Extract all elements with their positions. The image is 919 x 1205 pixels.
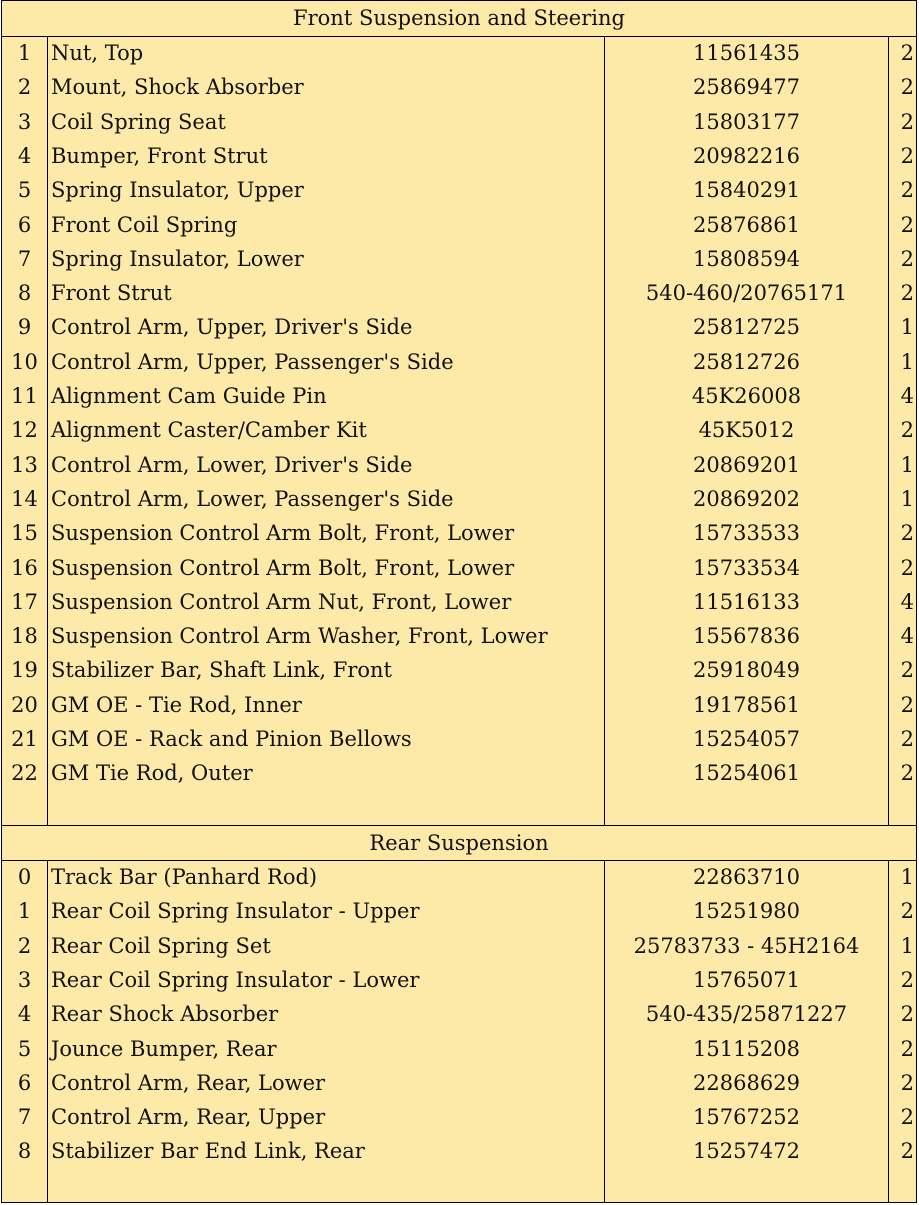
part-number: 15257472	[693, 1139, 800, 1164]
item-number: 1	[17, 899, 32, 924]
part-number: 22868629	[693, 1070, 800, 1095]
quantity: 2	[900, 178, 914, 203]
part-number: 15765071	[693, 967, 800, 992]
part-description: Rear Coil Spring Set	[51, 933, 271, 958]
table-row	[2, 998, 916, 1032]
part-description: Nut, Top	[51, 41, 144, 65]
part-description: Front Coil Spring	[51, 212, 238, 237]
part-description: Suspension Control Arm Washer, Front, Lower	[51, 624, 548, 649]
quantity: 2	[900, 555, 914, 580]
item-number: 14	[11, 486, 38, 511]
item-number: 18	[11, 624, 38, 649]
item-number: 19	[11, 658, 38, 683]
table-row	[2, 861, 916, 895]
part-description: Control Arm, Lower, Passenger's Side	[51, 486, 454, 511]
part-description: Bumper, Front Strut	[51, 143, 268, 168]
quantity: 2	[900, 1036, 914, 1061]
item-number: 3	[17, 109, 32, 134]
item-number: 17	[11, 589, 38, 614]
quantity: 4	[900, 624, 914, 649]
table-row	[2, 1067, 916, 1101]
item-number: 4	[17, 1002, 32, 1027]
quantity: 2	[900, 1139, 914, 1164]
table-row	[2, 517, 916, 551]
table-row	[2, 620, 916, 654]
item-number: 20	[11, 692, 38, 717]
quantity: 4	[900, 384, 914, 408]
item-number: 13	[11, 452, 38, 477]
part-number: 15254061	[693, 761, 800, 786]
rear-section-title: Rear Suspension	[2, 825, 916, 861]
part-number: 20869201	[693, 452, 800, 477]
part-description: Suspension Control Arm Bolt, Front, Lower	[51, 521, 515, 546]
quantity: 2	[900, 75, 914, 100]
item-number: 5	[17, 178, 32, 203]
front-parts-list	[2, 37, 916, 825]
table-row	[2, 1033, 916, 1067]
quantity: 2	[900, 727, 914, 751]
part-number: 20982216	[693, 143, 800, 168]
table-row	[2, 346, 916, 380]
part-description: Rear Coil Spring Insulator - Lower	[51, 967, 420, 992]
part-number: 15251980	[693, 899, 800, 924]
item-number: 9	[17, 315, 32, 340]
quantity: 1	[900, 452, 914, 477]
table-row	[2, 209, 916, 243]
part-number: 15115208	[693, 1036, 800, 1061]
part-description: Alignment Caster/Camber Kit	[51, 418, 367, 443]
item-number: 11	[11, 384, 38, 408]
part-description: Mount, Shock Absorber	[51, 75, 304, 100]
table-row	[2, 414, 916, 448]
part-description: Control Arm, Lower, Driver's Side	[51, 452, 413, 477]
table-row	[2, 723, 916, 757]
quantity: 1	[900, 486, 914, 511]
part-number: 45K26008	[691, 384, 802, 408]
item-number: 10	[11, 349, 38, 374]
part-number: 540-435/25871227	[645, 1002, 848, 1027]
item-number: 3	[17, 967, 32, 992]
item-number: 8	[17, 281, 32, 306]
table-row	[2, 552, 916, 586]
item-number: 7	[17, 1105, 32, 1130]
quantity: 1	[900, 865, 914, 889]
part-number: 15567836	[693, 624, 800, 649]
table-row	[2, 311, 916, 345]
table-row	[2, 757, 916, 791]
part-number: 25812725	[693, 315, 800, 340]
item-number: 5	[17, 1036, 32, 1061]
quantity: 2	[900, 967, 914, 992]
table-row	[2, 380, 916, 414]
table-row	[2, 964, 916, 998]
item-number: 6	[17, 212, 32, 237]
quantity: 2	[900, 899, 914, 924]
item-number: 8	[17, 1139, 32, 1164]
part-description: Rear Coil Spring Insulator - Upper	[51, 899, 420, 924]
table-row	[2, 930, 916, 964]
item-number: 7	[17, 246, 32, 271]
part-number: 45K5012	[698, 418, 795, 443]
quantity: 2	[900, 692, 914, 717]
quantity: 2	[900, 143, 914, 168]
part-number: 15254057	[693, 727, 800, 751]
item-number: 22	[11, 761, 38, 786]
part-description: Control Arm, Upper, Passenger's Side	[51, 349, 454, 374]
item-number: 1	[17, 41, 32, 65]
part-number: 15803177	[693, 109, 800, 134]
part-description: Stabilizer Bar End Link, Rear	[51, 1139, 365, 1164]
item-number: 16	[11, 555, 38, 580]
part-number: 19178561	[693, 692, 800, 717]
part-number: 540-460/20765171	[645, 281, 848, 306]
item-number: 4	[17, 143, 32, 168]
front-section-title: Front Suspension and Steering	[2, 1, 916, 37]
part-description: Rear Shock Absorber	[51, 1002, 279, 1027]
item-number: 12	[11, 418, 38, 443]
part-description: Suspension Control Arm Bolt, Front, Lower	[51, 555, 515, 580]
quantity: 2	[900, 658, 914, 683]
table-row	[2, 483, 916, 517]
table-row	[2, 243, 916, 277]
part-description: Jounce Bumper, Rear	[51, 1036, 277, 1061]
part-description: Alignment Cam Guide Pin	[51, 384, 327, 408]
table-row	[2, 106, 916, 140]
table-row	[2, 654, 916, 688]
part-description: Spring Insulator, Lower	[51, 246, 304, 271]
part-description: Coil Spring Seat	[51, 109, 226, 134]
part-description: Control Arm, Rear, Lower	[51, 1070, 326, 1095]
part-number: 25812726	[693, 349, 800, 374]
quantity: 1	[900, 933, 914, 958]
part-description: Spring Insulator, Upper	[51, 178, 304, 203]
quantity: 2	[900, 418, 914, 443]
part-description: Stabilizer Bar, Shaft Link, Front	[51, 658, 392, 683]
table-row	[2, 1135, 916, 1169]
part-number: 25876861	[693, 212, 800, 237]
quantity: 2	[900, 212, 914, 237]
quantity: 1	[900, 315, 914, 340]
part-description: Control Arm, Upper, Driver's Side	[51, 315, 413, 340]
table-row	[2, 37, 916, 71]
item-number: 15	[11, 521, 38, 546]
table-row	[2, 449, 916, 483]
part-description: Control Arm, Rear, Upper	[51, 1105, 326, 1130]
table-row	[2, 277, 916, 311]
table-row	[2, 1101, 916, 1135]
part-description: Suspension Control Arm Nut, Front, Lower	[51, 589, 512, 614]
table-row	[2, 71, 916, 105]
part-number: 22863710	[693, 865, 800, 889]
quantity: 2	[900, 1002, 914, 1027]
part-description: Track Bar (Panhard Rod)	[51, 865, 318, 889]
item-number: 6	[17, 1070, 32, 1095]
quantity: 1	[900, 349, 914, 374]
table-row	[2, 689, 916, 723]
part-number: 15767252	[693, 1105, 800, 1130]
quantity: 2	[900, 281, 914, 306]
part-number: 15733534	[693, 555, 800, 580]
part-number: 11561435	[693, 41, 800, 65]
table-row	[2, 174, 916, 208]
quantity: 2	[900, 41, 914, 65]
part-number: 25783733 - 45H2164	[633, 933, 860, 958]
part-number: 15840291	[693, 178, 800, 203]
rear-parts-list	[2, 861, 916, 1202]
quantity: 2	[900, 761, 914, 786]
part-number: 15733533	[693, 521, 800, 546]
part-description: GM OE - Tie Rod, Inner	[51, 692, 302, 717]
part-number: 20869202	[693, 486, 800, 511]
quantity: 2	[900, 109, 914, 134]
table-row	[2, 140, 916, 174]
quantity: 4	[900, 589, 914, 614]
part-description: Front Strut	[51, 281, 172, 306]
table-row	[2, 895, 916, 929]
quantity: 2	[900, 1070, 914, 1095]
quantity: 2	[900, 521, 914, 546]
quantity: 2	[900, 246, 914, 271]
item-number: 21	[11, 727, 38, 751]
part-number: 11516133	[693, 589, 800, 614]
part-description: GM Tie Rod, Outer	[51, 761, 253, 786]
table-row	[2, 586, 916, 620]
parts-table	[1, 0, 917, 1203]
item-number: 2	[17, 75, 32, 100]
item-number: 2	[17, 933, 32, 958]
quantity: 2	[900, 1105, 914, 1130]
item-number: 0	[17, 865, 32, 889]
part-number: 25918049	[693, 658, 800, 683]
part-number: 25869477	[693, 75, 800, 100]
part-description: GM OE - Rack and Pinion Bellows	[51, 727, 412, 751]
part-number: 15808594	[693, 246, 800, 271]
